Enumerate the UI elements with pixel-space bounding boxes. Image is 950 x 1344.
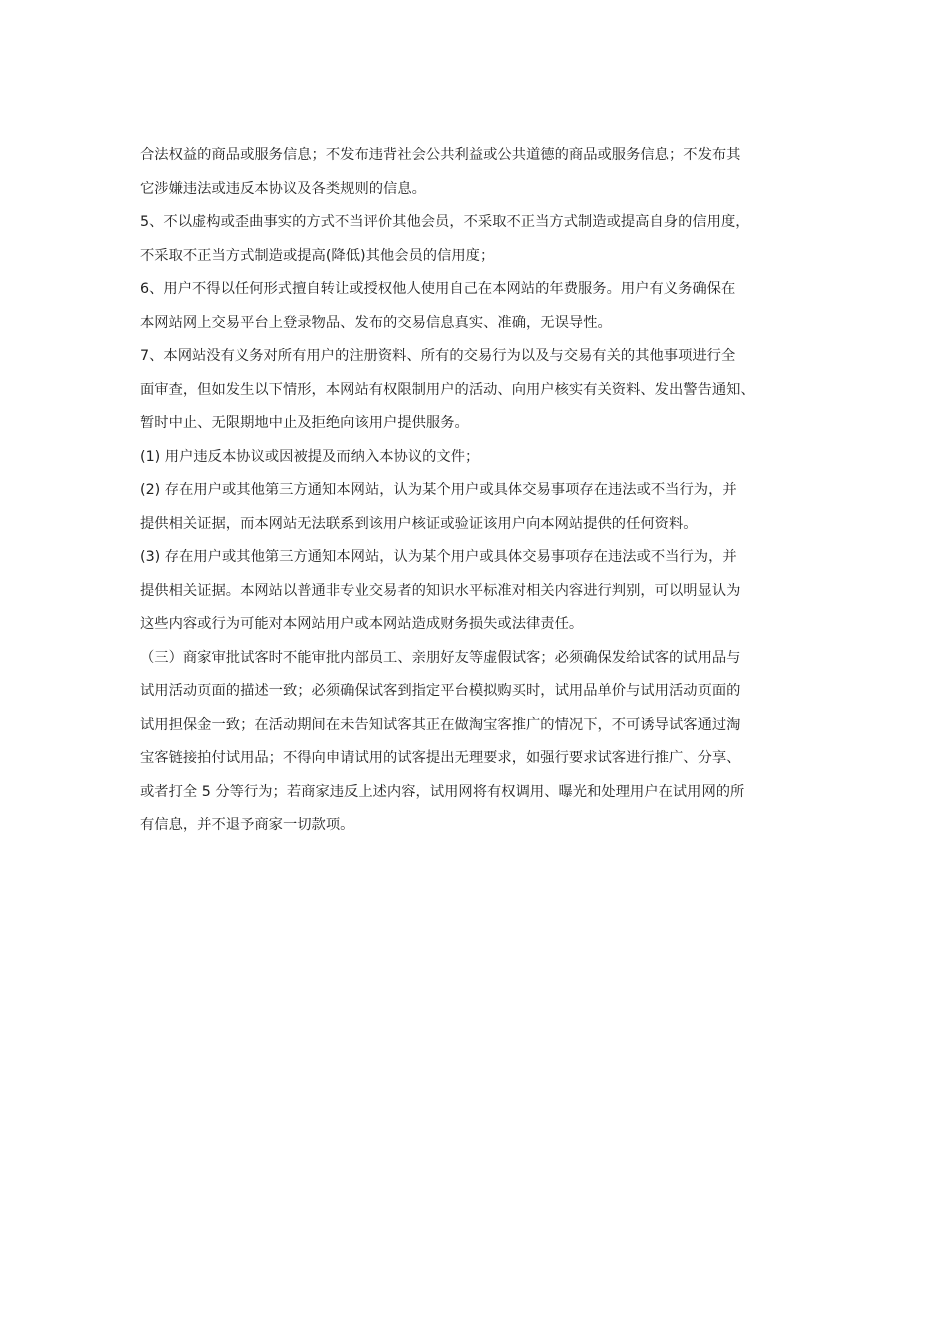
text-line: （三）商家审批试客时不能审批内部员工、亲朋好友等虚假试客；必须确保发给试客的试用品与 [140, 649, 741, 666]
text-line: 这些内容或行为可能对本网站用户或本网站造成财务损失或法律责任。 [140, 616, 584, 632]
text-line: (3) 存在用户或其他第三方通知本网站，认为某个用户或具体交易事项存在违法或不当行为，并 [140, 549, 737, 565]
text-line: 5、不以虚构或歪曲事实的方式不当评价其他会员，不采取不正当方式制造或提高自身的信用度， [140, 214, 750, 230]
text-line: 暂时中止、无限期地中止及拒绝向该用户提供服务。 [140, 415, 469, 431]
document-body [140, 139, 830, 843]
text-line: 本网站网上交易平台上登录物品、发布的交易信息真实、准确，无误导性。 [140, 314, 612, 331]
text-line: 有信息，并不退予商家一切款项。 [140, 817, 355, 833]
text-line: (1) 用户违反本协议或因被提及而纳入本协议的文件； [140, 448, 480, 465]
text-line: 它涉嫌违法或违反本协议及各类规则的信息。 [140, 180, 426, 197]
text-line: (2) 存在用户或其他第三方通知本网站，认为某个用户或具体交易事项存在违法或不当行为，并 [140, 482, 737, 498]
text-line: 提供相关证据。本网站以普通非专业交易者的知识水平标准对相关内容进行判别，可以明显认为 [140, 582, 741, 599]
text-line: 面审查，但如发生以下情形，本网站有权限制用户的活动、向用户核实有关资料、发出警告通知、 [140, 381, 755, 398]
text-line: 合法权益的商品或服务信息；不发布违背社会公共利益或公共道德的商品或服务信息；不发布其 [140, 147, 741, 163]
text-line: 宝客链接拍付试用品；不得向申请试用的试客提出无理要求，如强行要求试客进行推广、分享、 [140, 750, 741, 766]
text-line: 或者打全 5 分等行为；若商家违反上述内容，试用网将有权调用、曝光和处理用户在试用网的所 [140, 783, 745, 800]
text-line: 试用担保金一致；在活动期间在未告知试客其正在做淘宝客推广的情况下，不可诱导试客通过淘 [140, 716, 741, 733]
text-line: 试用活动页面的描述一致；必须确保试客到指定平台模拟购买时，试用品单价与试用活动页面的 [140, 683, 741, 699]
text-line: 提供相关证据，而本网站无法联系到该用户核证或验证该用户向本网站提供的任何资料。 [140, 515, 698, 532]
text-line: 6、用户不得以任何形式擅自转让或授权他人使用自己在本网站的年费服务。用户有义务确保在 [140, 281, 736, 297]
text-line: 7、本网站没有义务对所有用户的注册资料、所有的交易行为以及与交易有关的其他事项进行全 [140, 348, 736, 364]
text-line: 不采取不正当方式制造或提高(降低)其他会员的信用度； [140, 247, 495, 264]
